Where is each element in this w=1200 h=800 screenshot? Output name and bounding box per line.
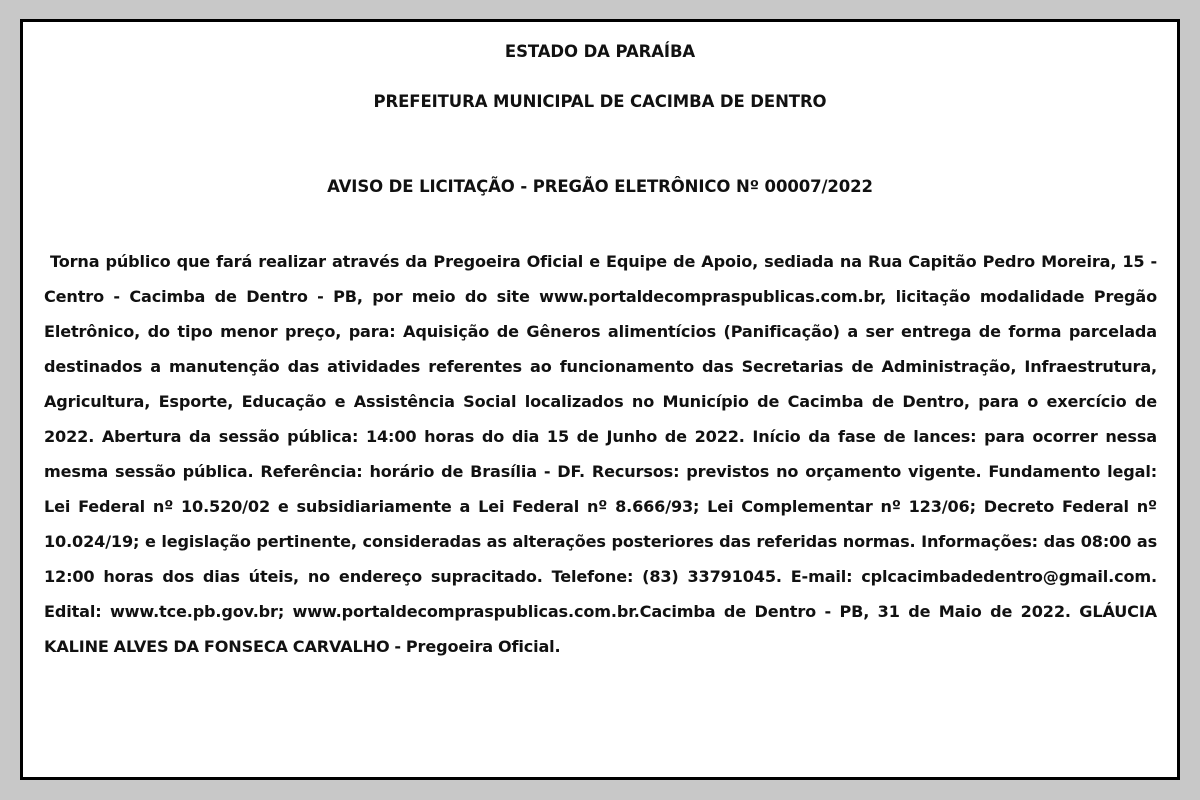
state-heading: ESTADO DA PARAÍBA	[504, 42, 696, 61]
prefecture-heading: PREFEITURA MUNICIPAL DE CACIMBA DE DENTRO	[373, 92, 827, 111]
notice-page	[20, 19, 1180, 780]
notice-body: Torna público que fará realizar através da Pregoeira Oficial e Equipe de Apoio, sediada na Rua Capitão Pedro Moreira, 15 - Centro - Cacimba de Dentro - PB, por meio do site www.portaldecompraspublicas.com.br, licitação modalidade Pregão Eletrônico, do tipo menor preço, para: Aquisição de Gêneros alimentícios (Panificação) a ser entrega de forma parcelada destinados a manutenção das atividades referentes ao funcionamento das Secretarias de Administração, Infraestrutura, Agricultura, Esporte, Educação e Assistência Social localizados no Município de Cacimba de Dentro, para o exercício de 2022. Abertura da sessão pública: 14:00 horas do dia 15 de Junho de 2022. Início da fase de lances: para ocorrer nessa mesma sessão pública. Referência: horário de Brasília - DF. Recursos: previstos no orçamento vigente. Fundamento legal: Lei Federal nº 10.520/02 e subsidiariamente a Lei Federal nº 8.666/93; Lei Complementar nº 123/06; Decreto Federal nº 10.024/19; e legislação pertinente, consideradas as alterações posteriores das referidas normas. Informações: das 08:00 as 12:00 horas dos dias úteis, no endereço supracitado. Telefone: (83) 33791045. E-mail: cplcacimbadedentro@gmail.com. Edital: www.tce.pb.gov.br; www.portaldecompraspublicas.com.br.Cacimba de Dentro - PB, 31 de Maio de 2022. GLÁUCIA KALINE ALVES DA FONSECA CARVALHO - Pregoeira Oficial.	[44, 252, 1157, 656]
notice-title: AVISO DE LICITAÇÃO - PREGÃO ELETRÔNICO Nº 00007/2022	[327, 177, 873, 196]
